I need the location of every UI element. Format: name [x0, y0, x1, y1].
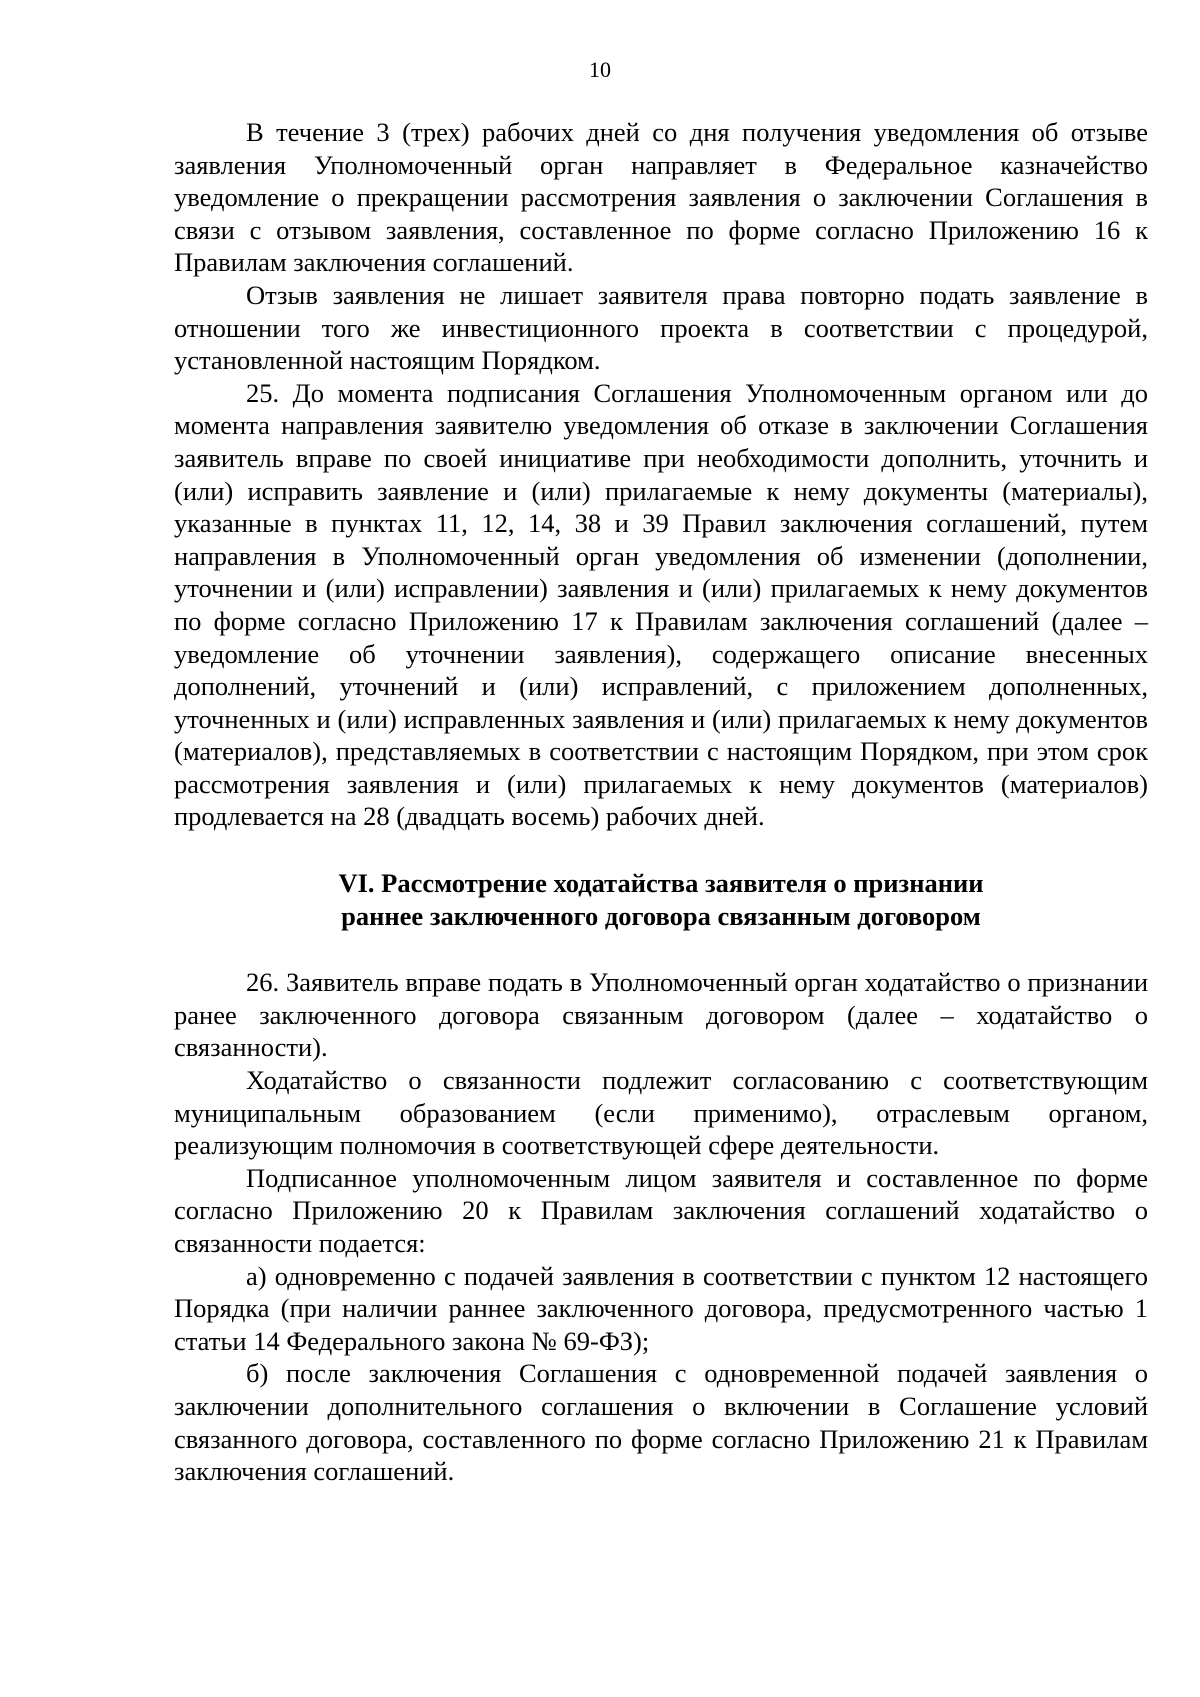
- paragraph-petition-approval: Ходатайство о связанности подлежит согласованию с соответствующим муниципальным образованием (если применимо), отраслевым органом, реализующим полномочия в соответствующей сфере деятельности.: [174, 1065, 1148, 1161]
- paragraph-petition-submission: Подписанное уполномоченным лицом заявителя и составленное по форме согласно Приложению 20 к Правилам заключения соглашений ходатайство о связанности подается:: [174, 1162, 1148, 1258]
- section-heading: [174, 867, 1148, 932]
- paragraph-subitem-a: а) одновременно с подачей заявления в соответствии с пунктом 12 настоящего Порядка (при наличии раннее заключенного договора, предусмотренного частью 1 статьи 14 Федерального закона № 69-ФЗ);: [174, 1260, 1148, 1356]
- paragraph-revocation-notice: В течение 3 (трех) рабочих дней со дня получения уведомления об отзыве заявления Уполномоченный орган направляет в Федеральное казначейство уведомление о прекращении рассмотрения заявления о заключении Соглашения в связи с отзывом заявления, составленное по форме согласно Приложению 16 к Правилам заключения соглашений.: [174, 117, 1148, 278]
- paragraph-item-26: 26. Заявитель вправе подать в Уполномоченный орган ходатайство о признании ранее заключенного договора связанным договором (далее – ходатайство о связанности).: [174, 967, 1148, 1063]
- paragraph-revocation-effect: Отзыв заявления не лишает заявителя права повторно подать заявление в отношении того же инвестиционного проекта в соответствии с процедурой, установленной настоящим Порядком.: [174, 279, 1148, 376]
- section-heading-line-2: раннее заключенного договора связанным договором: [341, 900, 981, 931]
- section-heading-line-1: VI. Рассмотрение ходатайства заявителя о признании: [338, 868, 984, 899]
- page-number: 10: [589, 57, 611, 82]
- paragraph-item-25: 25. До момента подписания Соглашения Уполномоченным органом или до момента направления заявителю уведомления об отказе в заключении Соглашения заявитель вправе по своей инициативе при необходимости дополнить, уточнить и (или) исправить заявление и (или) прилагаемые к нему документы (материалы), указанные в пунктах 11, 12, 14, 38 и 39 Правил заключения соглашений, путем направления в Уполномоченный орган уведомления об изменении (дополнении, уточнении и (или) исправлении) заявления и (или) прилагаемых к нему документов по форме согласно Приложению 17 к Правилам заключения соглашений (далее – уведомление об уточнении заявления), содержащего описание внесенных дополнений, уточнений и (или) исправлений, с приложением дополненных, уточненных и (или) исправленных заявления и (или) прилагаемых к нему документов (материалов), представляемых в соответствии с настоящим Порядком, при этом срок рассмотрения заявления и (или) прилагаемых к нему документов (материалов) продлевается на 28 (двадцать восемь) рабочих дней.: [174, 377, 1148, 832]
- document-body: [174, 116, 1148, 1488]
- paragraph-subitem-b: б) после заключения Соглашения с одновременной подачей заявления о заключении дополнительного соглашения о включении в Соглашение условий связанного договора, составленного по форме согласно Приложению 21 к Правилам заключения соглашений.: [174, 1358, 1148, 1487]
